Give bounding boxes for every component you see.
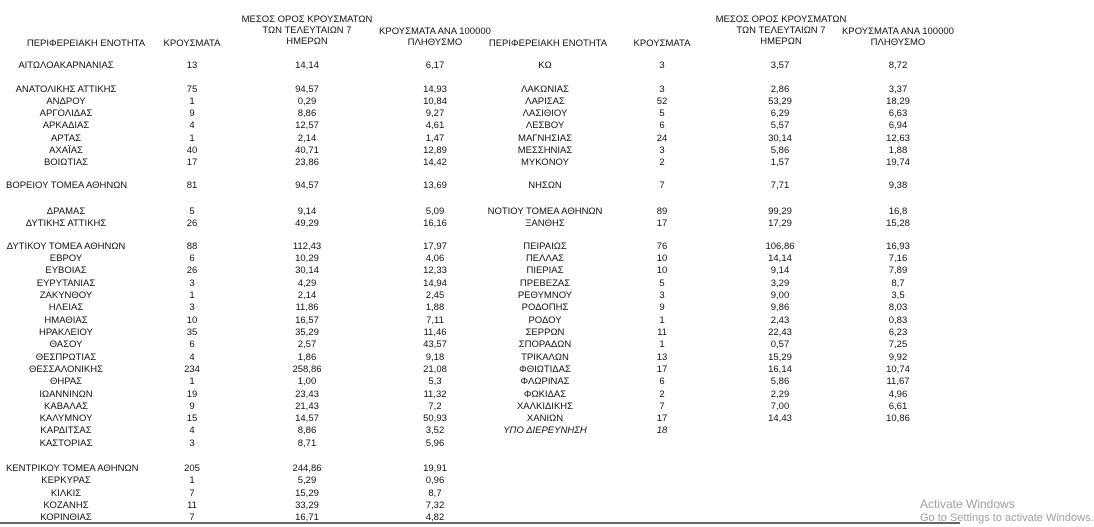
right-row-avg: 14,14	[768, 253, 792, 264]
right-row-avg: 5,86	[770, 145, 790, 156]
left-row-cases: 88	[186, 241, 198, 252]
right-row-cases: 6	[659, 120, 665, 131]
right-row-region: ΥΠΟ ΔΙΕΡΕΥΝΗΣΗ	[503, 425, 587, 436]
left-row-avg: 244,86	[292, 463, 322, 474]
right-header-region: ΠΕΡΙΦΕΡΕΙΑΚΗ ΕΝΟΤΗΤΑ	[488, 38, 608, 49]
left-row-per100k: 1,47	[425, 133, 445, 144]
left-row-cases: 26	[186, 218, 198, 229]
right-row-region: ΛΑΣΙΘΙΟΥ	[522, 108, 568, 119]
right-row-avg: 53,29	[768, 96, 792, 107]
right-row-cases: 2	[659, 157, 665, 168]
right-row-region: ΤΡΙΚΑΛΩΝ	[521, 352, 569, 363]
left-row-region: ΚΙΛΚΙΣ	[50, 488, 82, 499]
right-row-cases: 11	[657, 327, 667, 338]
left-row-cases: 6	[189, 339, 195, 350]
left-row-cases: 9	[189, 108, 195, 119]
left-row-region: ΚΕΝΤΡΙΚΟΥ ΤΟΜΕΑ ΑΘΗΝΩΝ	[6, 463, 139, 474]
left-row-per100k: 11,46	[423, 327, 447, 338]
right-row-region: ΣΠΟΡΑΔΩΝ	[518, 339, 572, 350]
right-row-cases: 76	[656, 241, 668, 252]
left-row-per100k: 13,69	[423, 180, 447, 191]
right-row-cases: 1	[659, 339, 665, 350]
left-row-cases: 1	[189, 96, 195, 107]
right-row-cases: 17	[656, 413, 668, 424]
right-row-avg: 2,29	[770, 389, 790, 400]
right-row-per100k: 3,37	[888, 84, 908, 95]
left-row-region: ΚΕΡΚΥΡΑΣ	[41, 475, 91, 486]
left-row-per100k: 43,57	[423, 339, 447, 350]
right-row-avg: 2,86	[770, 84, 790, 95]
right-row-avg: 9,00	[770, 290, 790, 301]
left-row-region: ΕΒΡΟΥ	[49, 253, 83, 264]
left-row-cases: 1	[189, 475, 195, 486]
right-row-avg: 7,71	[770, 180, 790, 191]
right-row-cases: 7	[659, 401, 665, 412]
left-row-cases: 26	[186, 265, 198, 276]
left-row-avg: 112,43	[292, 241, 322, 252]
left-row-cases: 10	[186, 315, 198, 326]
right-row-avg: 30,14	[768, 133, 792, 144]
left-row-avg: 49,29	[295, 218, 319, 229]
left-row-avg: 30,14	[295, 265, 319, 276]
left-row-per100k: 5,3	[428, 376, 442, 387]
left-row-per100k: 14,93	[423, 84, 447, 95]
right-row-region: ΦΘΙΩΤΙΔΑΣ	[519, 364, 571, 375]
right-row-cases: 9	[659, 302, 665, 313]
right-row-cases: 24	[656, 133, 668, 144]
left-row-avg: 1,00	[297, 376, 317, 387]
left-row-region: ΕΥΡΥΤΑΝΙΑΣ	[36, 278, 96, 289]
left-row-per100k: 50,93	[423, 413, 447, 424]
left-row-avg: 33,29	[295, 500, 319, 511]
right-row-avg: 16,14	[768, 364, 792, 375]
right-row-cases: 5	[659, 108, 665, 119]
left-header-cases: ΚΡΟΥΣΜΑΤΑ	[163, 38, 221, 49]
left-row-region: ΕΥΒΟΙΑΣ	[45, 265, 87, 276]
right-row-cases: 3	[659, 60, 665, 71]
right-row-region: ΝΗΣΩΝ	[528, 180, 562, 191]
left-row-per100k: 21,08	[423, 364, 447, 375]
right-row-per100k: 6,61	[888, 401, 908, 412]
right-row-per100k: 11,67	[886, 376, 910, 387]
left-row-region: ΚΑΒΑΛΑΣ	[44, 401, 88, 412]
left-row-per100k: 4,61	[425, 120, 445, 131]
left-row-region: ΑΝΔΡΟΥ	[46, 96, 86, 107]
left-row-cases: 5	[189, 206, 195, 217]
left-row-per100k: 14,94	[423, 278, 447, 289]
left-row-per100k: 19,91	[423, 463, 447, 474]
left-row-per100k: 5,96	[425, 438, 445, 449]
left-row-avg: 12,57	[295, 120, 319, 131]
left-row-avg: 35,29	[295, 327, 319, 338]
right-row-per100k: 8,7	[891, 278, 905, 289]
right-row-region: ΡΟΔΟΥ	[528, 315, 562, 326]
right-row-region: ΛΑΚΩΝΙΑΣ	[521, 84, 569, 95]
left-row-avg: 5,29	[297, 475, 317, 486]
left-row-region: ΚΑΣΤΟΡΙΑΣ	[39, 438, 93, 449]
left-row-cases: 7	[189, 488, 195, 499]
left-row-region: ΑΧΑΪΑΣ	[49, 145, 83, 156]
left-row-per100k: 4,82	[425, 512, 445, 523]
left-row-region: ΗΡΑΚΛΕΙΟΥ	[39, 327, 93, 338]
left-row-cases: 3	[189, 278, 195, 289]
left-header-region: ΠΕΡΙΦΕΡΕΙΑΚΗ ΕΝΟΤΗΤΑ	[26, 38, 146, 49]
right-row-per100k: 3,5	[891, 290, 905, 301]
left-row-cases: 4	[189, 425, 195, 436]
right-row-region: ΧΑΝΙΩΝ	[526, 413, 564, 424]
right-row-per100k: 10,74	[886, 364, 910, 375]
right-row-per100k: 16,93	[886, 241, 910, 252]
left-row-region: ΘΗΡΑΣ	[49, 376, 83, 387]
right-row-per100k: 7,25	[888, 339, 908, 350]
right-row-per100k: 7,16	[888, 253, 908, 264]
right-row-avg: 15,29	[768, 352, 792, 363]
left-row-cases: 35	[186, 327, 198, 338]
left-row-region: ΚΑΡΔΙΤΣΑΣ	[40, 425, 92, 436]
left-row-cases: 13	[186, 60, 198, 71]
right-row-per100k: 16,8	[888, 206, 908, 217]
left-row-per100k: 9,27	[425, 108, 445, 119]
right-row-per100k: 8,03	[888, 302, 908, 313]
left-row-avg: 2,14	[297, 290, 317, 301]
left-row-avg: 8,71	[297, 438, 317, 449]
right-row-region: ΚΩ	[538, 60, 552, 71]
right-row-avg: 9,14	[770, 265, 790, 276]
right-row-per100k: 19,74	[886, 157, 910, 168]
left-row-cases: 15	[186, 413, 198, 424]
left-row-avg: 14,14	[295, 60, 319, 71]
activation-watermark-subtitle: Go to Settings to activate Windows.	[920, 512, 1094, 524]
left-row-region: ΚΟΡΙΝΘΙΑΣ	[40, 512, 92, 523]
right-row-region: ΠΕΙΡΑΙΩΣ	[523, 241, 567, 252]
right-row-per100k: 6,63	[888, 108, 908, 119]
right-row-avg: 3,57	[770, 60, 790, 71]
left-row-avg: 8,86	[297, 425, 317, 436]
right-row-avg: 1,57	[770, 157, 790, 168]
right-row-region: ΜΕΣΣΗΝΙΑΣ	[517, 145, 573, 156]
left-row-per100k: 0,96	[425, 475, 445, 486]
right-row-cases: 10	[656, 265, 668, 276]
left-row-avg: 21,43	[295, 401, 319, 412]
left-row-per100k: 12,89	[423, 145, 447, 156]
left-row-per100k: 1,88	[425, 302, 445, 313]
left-row-avg: 14,57	[295, 413, 319, 424]
left-row-cases: 7	[189, 512, 195, 523]
right-row-per100k: 8,72	[888, 60, 908, 71]
left-row-cases: 19	[186, 389, 198, 400]
right-row-region: ΦΩΚΙΔΑΣ	[523, 389, 567, 400]
left-row-cases: 75	[186, 84, 198, 95]
left-row-cases: 17	[186, 157, 198, 168]
left-row-region: ΔΥΤΙΚΗΣ ΑΤΤΙΚΗΣ	[25, 218, 107, 229]
left-row-avg: 10,29	[295, 253, 319, 264]
left-header-avg7: ΜΕΣΟΣ ΟΡΟΣ ΚΡΟΥΣΜΑΤΩΝ ΤΩΝ ΤΕΛΕΥΤΑΙΩΝ 7 ΗΜΕΡΩΝ	[241, 14, 373, 47]
right-row-cases: 5	[659, 278, 665, 289]
right-row-per100k: 18,29	[886, 96, 910, 107]
left-row-region: ΔΥΤΙΚΟΥ ΤΟΜΕΑ ΑΘΗΝΩΝ	[6, 241, 126, 252]
right-row-avg: 5,86	[770, 376, 790, 387]
left-row-per100k: 17,97	[423, 241, 447, 252]
left-row-region: ΖΑΚΥΝΘΟΥ	[39, 290, 93, 301]
left-row-avg: 16,71	[295, 512, 319, 523]
left-row-cases: 205	[184, 463, 200, 474]
left-row-per100k: 9,18	[425, 352, 445, 363]
right-row-region: ΜΥΚΟΝΟΥ	[521, 157, 569, 168]
right-row-region: ΝΟΤΙΟΥ ΤΟΜΕΑ ΑΘΗΝΩΝ	[487, 206, 603, 217]
left-row-per100k: 6,17	[425, 60, 445, 71]
left-row-region: ΑΝΑΤΟΛΙΚΗΣ ΑΤΤΙΚΗΣ	[15, 84, 117, 95]
right-row-cases: 13	[656, 352, 668, 363]
left-row-avg: 23,43	[295, 389, 319, 400]
left-row-region: ΘΕΣΣΑΛΟΝΙΚΗΣ	[29, 364, 103, 375]
left-row-region: ΚΑΛΥΜΝΟΥ	[39, 413, 93, 424]
left-row-avg: 2,14	[297, 133, 317, 144]
right-row-avg: 9,86	[770, 302, 790, 313]
left-row-region: ΗΜΑΘΙΑΣ	[44, 315, 88, 326]
left-row-per100k: 16,16	[423, 218, 447, 229]
right-row-cases: 3	[659, 145, 665, 156]
left-row-cases: 234	[184, 364, 200, 375]
right-row-region: ΠΕΛΛΑΣ	[525, 253, 565, 264]
left-row-cases: 6	[189, 253, 195, 264]
left-row-per100k: 11,32	[423, 389, 447, 400]
left-row-per100k: 8,7	[428, 488, 442, 499]
right-row-avg: 106,86	[765, 241, 795, 252]
right-row-cases: 3	[659, 290, 665, 301]
right-row-avg: 7,00	[770, 401, 790, 412]
right-row-region: ΞΑΝΘΗΣ	[525, 218, 565, 229]
left-row-cases: 4	[189, 120, 195, 131]
right-row-avg: 14,43	[768, 413, 792, 424]
left-row-cases: 1	[189, 133, 195, 144]
left-row-per100k: 12,33	[423, 265, 447, 276]
right-row-region: ΠΙΕΡΙΑΣ	[526, 265, 564, 276]
right-row-cases: 3	[659, 84, 665, 95]
right-row-region: ΜΑΓΝΗΣΙΑΣ	[518, 133, 572, 144]
left-row-region: ΒΟΙΩΤΙΑΣ	[43, 157, 89, 168]
left-row-avg: 23,86	[295, 157, 319, 168]
left-row-avg: 9,14	[297, 206, 317, 217]
right-row-cases: 52	[656, 96, 668, 107]
left-row-region: ΘΑΣΟΥ	[49, 339, 83, 350]
left-row-cases: 40	[186, 145, 198, 156]
right-row-region: ΦΛΩΡΙΝΑΣ	[520, 376, 570, 387]
right-row-per100k: 12,63	[886, 133, 910, 144]
right-header-cases: ΚΡΟΥΣΜΑΤΑ	[633, 38, 691, 49]
left-row-per100k: 10,84	[423, 96, 447, 107]
right-row-avg: 99,29	[768, 206, 792, 217]
left-row-avg: 258,86	[292, 364, 322, 375]
left-row-cases: 1	[189, 290, 195, 301]
right-row-cases: 6	[659, 376, 665, 387]
right-header-avg7: ΜΕΣΟΣ ΟΡΟΣ ΚΡΟΥΣΜΑΤΩΝ ΤΩΝ ΤΕΛΕΥΤΑΙΩΝ 7 ΗΜΕΡΩΝ	[715, 14, 847, 47]
right-row-avg: 22,43	[768, 327, 792, 338]
right-row-region: ΠΡΕΒΕΖΑΣ	[519, 278, 571, 289]
right-row-avg: 6,29	[770, 108, 790, 119]
right-row-region: ΛΕΣΒΟΥ	[525, 120, 565, 131]
right-row-region: ΛΑΡΙΣΑΣ	[525, 96, 565, 107]
left-row-region: ΑΡΓΟΛΙΔΑΣ	[39, 108, 93, 119]
left-row-avg: 4,29	[297, 278, 317, 289]
right-row-avg: 0,57	[770, 339, 790, 350]
right-row-cases: 10	[656, 253, 668, 264]
right-row-cases: 2	[659, 389, 665, 400]
right-row-per100k: 4,96	[888, 389, 908, 400]
left-row-avg: 40,71	[295, 145, 319, 156]
left-row-avg: 16,57	[295, 315, 319, 326]
right-row-cases: 17	[656, 218, 668, 229]
right-row-avg: 3,29	[770, 278, 790, 289]
left-row-region: ΑΡΚΑΔΙΑΣ	[42, 120, 90, 131]
left-row-avg: 8,86	[297, 108, 317, 119]
right-row-cases: 1	[659, 315, 665, 326]
table-bottom-border	[0, 522, 960, 524]
right-row-per100k: 6,23	[888, 327, 908, 338]
left-row-per100k: 2,45	[425, 290, 445, 301]
left-row-avg: 2,57	[297, 339, 317, 350]
left-row-per100k: 4,06	[425, 253, 445, 264]
left-row-cases: 3	[189, 302, 195, 313]
left-row-cases: 9	[189, 401, 195, 412]
left-row-region: ΘΕΣΠΡΩΤΙΑΣ	[35, 352, 97, 363]
left-row-region: ΔΡΑΜΑΣ	[46, 206, 86, 217]
right-row-cases: 18	[656, 425, 668, 436]
left-row-region: ΒΟΡΕΙΟΥ ΤΟΜΕΑ ΑΘΗΝΩΝ	[6, 180, 128, 191]
left-row-avg: 94,57	[295, 180, 319, 191]
right-row-region: ΣΕΡΡΩΝ	[525, 327, 565, 338]
right-row-region: ΡΟΔΟΠΗΣ	[521, 302, 569, 313]
right-row-per100k: 15,28	[886, 218, 910, 229]
right-row-per100k: 0,83	[888, 315, 908, 326]
activation-watermark-title: Activate Windows	[920, 497, 1015, 511]
left-row-region: ΑΙΤΩΛΟΑΚΑΡΝΑΝΙΑΣ	[18, 60, 114, 71]
right-row-region: ΧΑΛΚΙΔΙΚΗΣ	[516, 401, 574, 412]
left-row-avg: 11,86	[295, 302, 319, 313]
left-row-per100k: 5,09	[425, 206, 445, 217]
right-row-per100k: 6,94	[888, 120, 908, 131]
right-row-cases: 89	[656, 206, 668, 217]
left-row-cases: 4	[189, 352, 195, 363]
right-row-avg: 5,57	[770, 120, 790, 131]
left-header-per100k: ΚΡΟΥΣΜΑΤΑ ΑΝΑ 100000 ΠΛΗΘΥΣΜΟ	[379, 26, 491, 48]
left-row-per100k: 3,52	[425, 425, 445, 436]
left-row-cases: 3	[189, 438, 195, 449]
right-row-cases: 17	[656, 364, 668, 375]
left-row-region: ΑΡΤΑΣ	[51, 133, 81, 144]
right-row-per100k: 7,89	[888, 265, 908, 276]
right-row-per100k: 1,88	[888, 145, 908, 156]
left-row-cases: 1	[189, 376, 195, 387]
left-row-avg: 15,29	[295, 488, 319, 499]
left-row-avg: 0,29	[297, 96, 317, 107]
left-row-per100k: 7,11	[426, 315, 444, 326]
right-row-avg: 17,29	[768, 218, 792, 229]
right-row-per100k: 9,38	[888, 180, 908, 191]
right-row-per100k: 10,86	[886, 413, 910, 424]
right-row-per100k: 9,92	[888, 352, 908, 363]
left-row-cases: 11	[187, 500, 197, 511]
left-row-per100k: 14,42	[423, 157, 447, 168]
right-header-per100k: ΚΡΟΥΣΜΑΤΑ ΑΝΑ 100000 ΠΛΗΘΥΣΜΟ	[842, 26, 954, 48]
left-row-region: ΚΟΖΑΝΗΣ	[43, 500, 89, 511]
left-row-region: ΗΛΕΙΑΣ	[48, 302, 84, 313]
left-row-avg: 94,57	[295, 84, 319, 95]
right-row-region: ΡΕΘΥΜΝΟΥ	[517, 290, 573, 301]
left-row-per100k: 7,2	[428, 401, 442, 412]
left-row-region: ΙΩΑΝΝΙΝΩΝ	[39, 389, 93, 400]
left-row-cases: 81	[186, 180, 198, 191]
right-row-cases: 7	[659, 180, 665, 191]
left-row-avg: 1,86	[297, 352, 317, 363]
left-row-per100k: 7,32	[425, 500, 445, 511]
right-row-avg: 2,43	[770, 315, 790, 326]
